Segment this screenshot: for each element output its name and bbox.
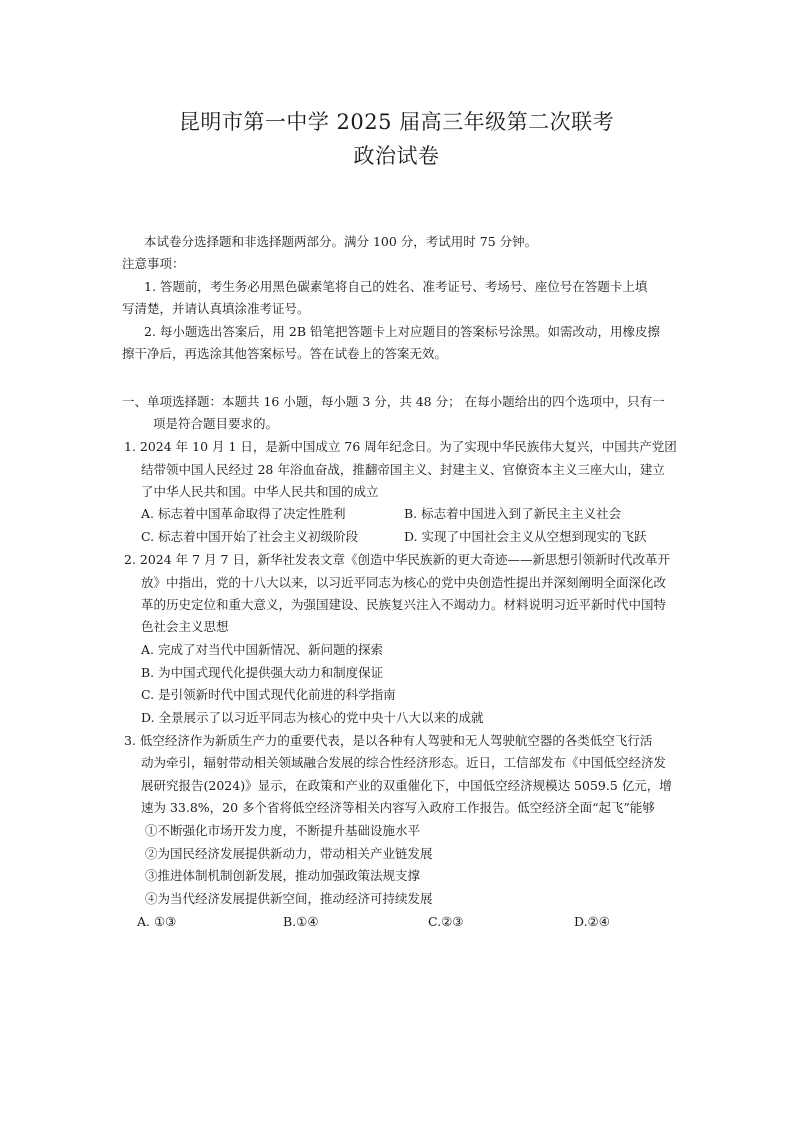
section-1-heading-cont: 项是符合题目要求的。 xyxy=(153,416,279,431)
q1-option-c: C. 标志着中国开始了社会主义初级阶段 xyxy=(141,529,359,544)
q3-item-2: ②为国民经济发展提供新动力，带动相关产业链发展 xyxy=(145,846,433,861)
q2-option-c: C. 是引领新时代中国式现代化前进的科学指南 xyxy=(141,687,396,702)
q1-stem-line2: 结带领中国人民经过 28 年浴血奋战，推翻帝国主义、封建主义、官僚资本主义三座大山，建立 xyxy=(141,462,665,477)
q3-item-3: ③推进体制机制创新发展，推动加强政策法规支撑 xyxy=(145,868,421,883)
q3-option-d: D.②④ xyxy=(574,914,610,929)
q3-option-c: C.②③ xyxy=(428,914,464,929)
exam-title: 昆明市第一中学 2025 届高三年级第二次联考 xyxy=(178,110,615,134)
q3-stem-line4: 速为 33.8%，20 多个省将低空经济等相关内容写入政府工作报告。低空经济全面“起飞”能够 xyxy=(141,800,655,815)
instructions-heading: 注意事项： xyxy=(122,256,185,271)
section-1-heading: 一、单项选择题：本题共 16 小题，每小题 3 分，共 48 分； 在每小题给出的四个选项中，只有一 xyxy=(122,394,665,409)
q1-option-d: D. 实现了中国社会主义从空想到现实的飞跃 xyxy=(404,529,647,544)
q3-stem-line2: 动为牵引，辐射带动相关领域融合发展的综合性经济形态。近日，工信部发布《中国低空经济发 xyxy=(141,755,667,770)
q3-option-b: B.①④ xyxy=(283,914,319,929)
q3-option-a: A. ①③ xyxy=(137,914,177,929)
q1-stem-line1: 1. 2024 年 10 月 1 日，是新中国成立 76 周年纪念日。为了实现中华民族伟大复兴，中国共产党团 xyxy=(124,439,677,454)
q1-option-a: A. 标志着中国革命取得了决定性胜利 xyxy=(141,506,346,521)
instructions-intro: 本试卷分选择题和非选择题两部分。满分 100 分，考试用时 75 分钟。 xyxy=(144,234,538,249)
q2-stem-line4: 色社会主义思想 xyxy=(141,619,229,634)
instruction-item-1-cont: 写清楚，并请认真填涂准考证号。 xyxy=(122,301,310,316)
q3-stem-line3: 展研究报告(2024)》显示，在政策和产业的双重催化下，中国低空经济规模达 5059.5 亿元，增 xyxy=(141,778,672,793)
q2-option-b: B. 为中国式现代化提供强大动力和制度保证 xyxy=(141,665,384,680)
instruction-item-1: 1. 答题前，考生务必用黑色碳素笔将自己的姓名、准考证号、考场号、座位号在答题卡上填 xyxy=(144,279,648,294)
instruction-item-2: 2. 每小题选出答案后，用 2B 铅笔把答题卡上对应题目的答案标号涂黑。如需改动，用橡皮擦 xyxy=(144,324,660,339)
q1-stem-line3: 了中华人民共和国。中华人民共和国的成立 xyxy=(141,484,379,499)
q3-item-4: ④为当代经济发展提供新空间，推动经济可持续发展 xyxy=(145,891,433,906)
q2-stem-line2: 放》中指出，党的十八大以来，以习近平同志为核心的党中央创造性提出并深刻阐明全面深化改 xyxy=(141,575,667,590)
q3-item-1: ①不断强化市场开发力度，不断提升基础设施水平 xyxy=(145,823,421,838)
exam-subtitle: 政治试卷 xyxy=(353,144,440,168)
q2-option-a: A. 完成了对当代中国新情况、新问题的探索 xyxy=(141,642,383,657)
instruction-item-2-cont: 擦干净后，再选涂其他答案标号。答在试卷上的答案无效。 xyxy=(122,346,448,361)
q3-stem-line1: 3. 低空经济作为新质生产力的重要代表，是以各种有人驾驶和无人驾驶航空器的各类低空飞行活 xyxy=(124,733,653,748)
q2-stem-line1: 2. 2024 年 7 月 7 日，新华社发表文章《创造中华民族新的更大奇迹——新思想引领新时代改革开 xyxy=(124,552,670,567)
q1-option-b: B. 标志着中国进入到了新民主主义社会 xyxy=(404,506,622,521)
q2-option-d: D. 全景展示了以习近平同志为核心的党中央十八大以来的成就 xyxy=(141,710,484,725)
q2-stem-line3: 革的历史定位和重大意义，为强国建设、民族复兴注入不竭动力。材料说明习近平新时代中国特 xyxy=(141,597,667,612)
